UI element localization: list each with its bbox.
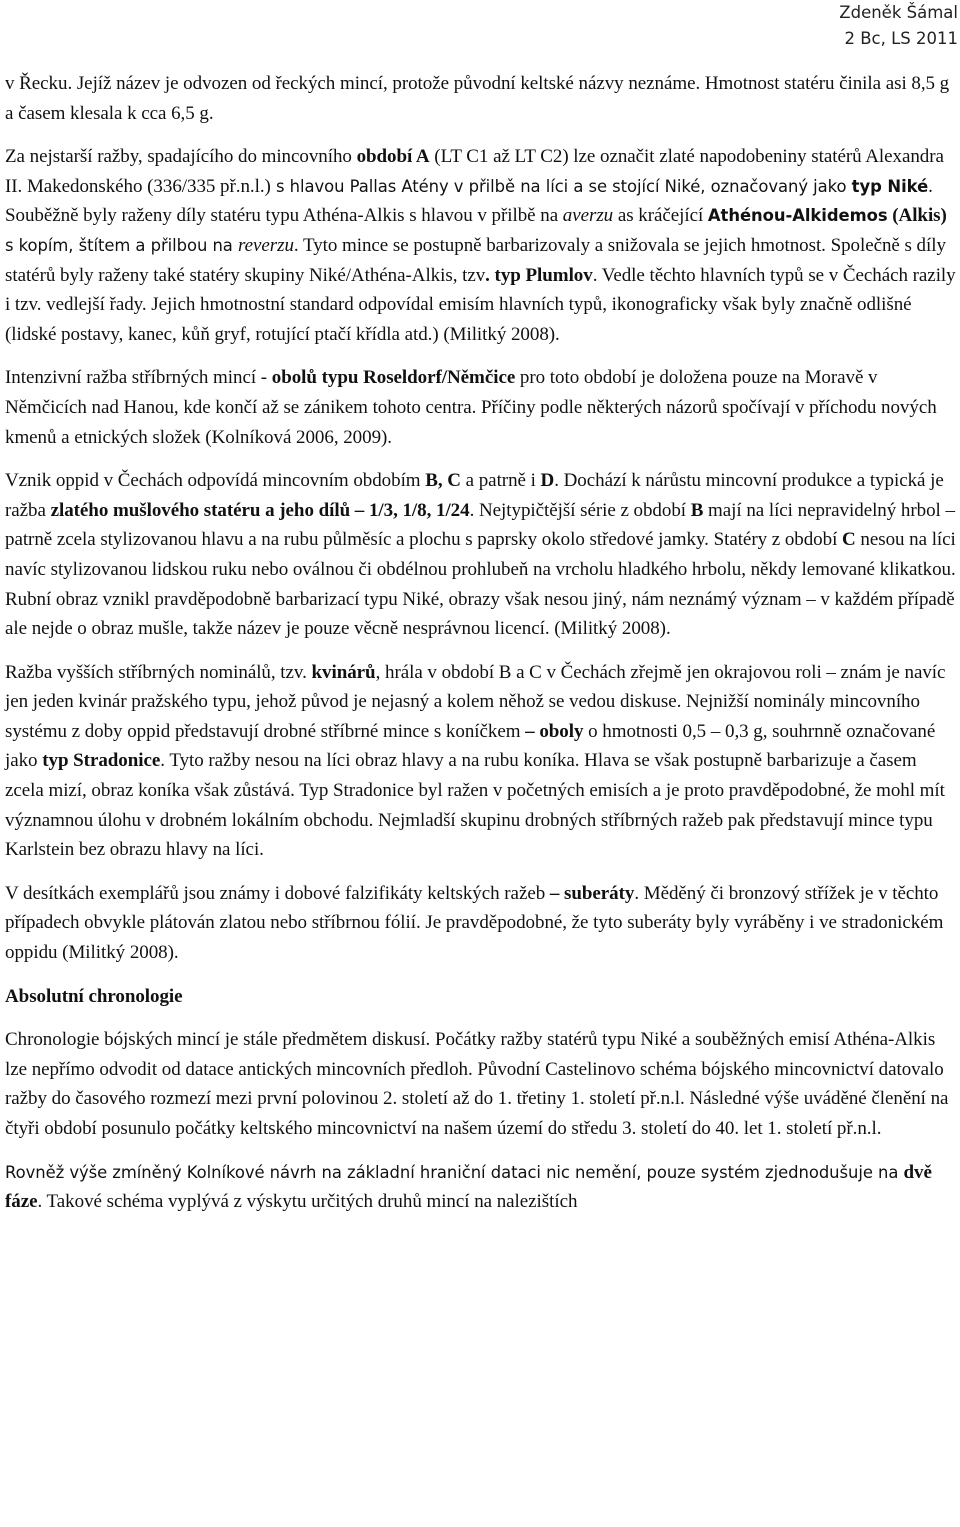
- text-run: . Takové schéma vyplývá z výskytu určitých druhů mincí na nalezištích: [37, 1191, 578, 1213]
- text-run: 0,3 g, souhrnně označované jako: [5, 720, 936, 772]
- text-run: Za nejstarší ražby, spadajícího do mincovního: [5, 146, 357, 168]
- section-heading: Absolutní chronologie: [5, 985, 183, 1007]
- text-run: s kopím, štítem a přilbou na: [5, 235, 238, 255]
- paragraph-4: [5, 466, 956, 644]
- header-author: Zdeněk Šámal: [839, 3, 958, 22]
- text-run: V desítkách exemplářů jsou známy i dobové falzifikáty keltských ražeb: [5, 882, 550, 904]
- text-run: . Vedle těchto hlavních typů se v Čechách razily i tzv. vedlejší řady. Jejich hmotnostní standard odpovídal emisím hlavních typů, ikonograficky však byly značně odlišné (lidské postavy, kanec, kůň gryf, rotující ptačí křídla atd.) (Militký 2008).: [5, 264, 956, 345]
- text-run: (LT C1 až LT C2) lze označit zlaté napodobeniny statérů Alexandra II. Makedonského (336/335 př.n.l.): [5, 146, 944, 197]
- paragraph-7: [5, 1025, 956, 1143]
- text-run: patrně zcela stylizovanou hlavu a na rubu půlměsíc a plochu s paprsky okolo středové jamky. Statéry z období: [5, 529, 843, 551]
- text-run: kvinárů: [311, 661, 376, 683]
- text-run: mají na líci nepravidelný hrbol: [703, 499, 946, 521]
- text-run: . typ Plumlov: [485, 264, 593, 286]
- text-run: Vznik oppid v Čechách odpovídá mincovním obdobím: [5, 470, 426, 492]
- header-course: 2 Bc, LS 2011: [844, 29, 958, 48]
- text-run: C: [842, 529, 856, 551]
- paragraph-3: [5, 363, 956, 452]
- text-run: pro toto období je doložena pouze na Moravě v Němčicích nad Hanou, kde končí až se zánikem tohoto centra. Příčiny podle některých názorů spočívají v příchodu nových kmenů a etnických složek (Kolníková 2006, 2009).: [5, 367, 937, 448]
- text-run: –: [826, 661, 836, 683]
- text-run: as kráčející: [613, 205, 708, 227]
- text-run: reverzu: [237, 234, 294, 256]
- text-run: . Dochází k nárůstu mincovní produkce a typická je ražba: [5, 470, 944, 521]
- text-run: zlatého mušlového statéru a jeho dílů: [50, 499, 351, 521]
- text-run: . Nejtypičtější série z období: [469, 499, 691, 521]
- text-run: období A: [356, 146, 430, 168]
- text-run: o hmotnosti 0,5: [583, 720, 711, 742]
- text-run: a patrně i: [460, 470, 541, 492]
- text-run: . Souběžně byly raženy díly statéru typu Athéna-Alkis s hlavou v přilbě na: [5, 175, 933, 227]
- paragraph-6: [5, 879, 956, 968]
- document-body: [5, 69, 956, 1231]
- text-run: . Tyto ražby nesou na líci obraz hlavy a na rubu koníka. Hlava se však postupně barbarizuje a časem zcela mizí, obraz koníka však zůstává. Typ Stradonice byl ražen v početných emisích a je proto pravděpodobné, že mohl mít významnou úlohu v drobném lokálním obchodu. Nejmladší skupinu drobných stříbrných ražeb pak představují mince typu Karlstein bez obrazu hlavy na líci.: [5, 750, 945, 861]
- text-run: . Tyto mince se postupně barbarizovaly a snižovala se jejich hmotnost. Společně s díly statérů byly raženy také statéry skupiny Niké/Athéna-Alkis, tzv: [5, 234, 946, 286]
- text-run: –: [806, 588, 816, 610]
- text-run: D: [540, 470, 555, 492]
- text-run: nesou na líci navíc stylizovanou lidskou ruku nebo oválnou či obdélnou prohlubeň na vrcholu hladkého hrbolu, někdy lemované klikatkou. Rubní obraz vznikl pravděpodobně barbarizací typu Niké, obrazy však nesou jiný, nám neznámý význam: [5, 529, 956, 610]
- text-run: (Alkis): [892, 205, 947, 227]
- text-run: znám je navíc jen jeden kvinár pražského typu, jehož původ je nejasný a kolem něhož se vedou diskuse. Nejnižší nominály mincovního systému z doby oppid představují drobné stříbrné mince s koníčkem: [5, 661, 946, 742]
- text-run: obolů typu Roseldorf/Němčice: [271, 367, 516, 389]
- text-run: –: [710, 720, 721, 742]
- text-run: typ Niké: [851, 176, 929, 196]
- text-run: B, C: [425, 470, 461, 492]
- text-run: Ražba vyšších stříbrných nominálů, tzv.: [5, 661, 312, 683]
- text-run: v Řecku. Jejíž název je odvozen od řeckých mincí, protože původní keltské názvy neznáme. Hmotnost statéru činila asi 8,5 g a časem klesala k cca 6,5 g.: [5, 73, 950, 124]
- text-run: v každém případě ale nejde o obraz mušle, takže název je pouze věcně nesprávnou licencí. (Militký 2008).: [5, 588, 955, 640]
- paragraph-8: [5, 1158, 956, 1217]
- text-run: averzu: [562, 205, 614, 227]
- text-run: –: [945, 499, 955, 521]
- text-run: Intenzivní ražba stříbrných mincí -: [5, 367, 272, 389]
- text-run: s hlavou Pallas Atény v přilbě na líci a se stojící Niké, označovaný jako: [270, 176, 852, 196]
- paragraph-1: [5, 69, 956, 128]
- paragraph-5: [5, 658, 956, 865]
- page-header: [839, 0, 958, 52]
- text-run: B: [690, 499, 704, 521]
- text-run: – obolу: [525, 720, 584, 742]
- text-run: – 1/3, 1/8, 1/24: [354, 499, 470, 521]
- text-run: typ Stradonice: [42, 750, 161, 772]
- text-run: Athénou-Alkidemos: [707, 206, 888, 226]
- text-run: . Měděný či bronzový střížek je v těchto případech obvykle plátován zlatou nebo stříbrnou fólií. Je pravděpodobné, že tyto suberáty byly vyráběny i ve stradonickém oppidu (Militký 2008).: [5, 882, 944, 964]
- text-run: Chronologie bójských mincí je stále předmětem diskusí. Počátky ražby statérů typu Niké a souběžných emisí Athéna-Alkis lze nepřímo odvodit od datace antických mincovních předloh. Původní Castelinovo schéma bójského mincovnictví datovalo ražby do časového rozmezí mezi první polovinou 2. století až do 1. třetiny 1. století př.n.l. Následné výše uváděné členění na čtyři období posunulo počátky keltského mincovnictví na našem území do středu 3. století do 40. let 1. století př.n.l.: [5, 1029, 949, 1139]
- text-run: Rovněž výše zmíněný Kolníkové návrh na základní hraniční dataci nic nemění, pouze systém zjednodušuje na: [5, 1162, 904, 1182]
- text-run: – suberáty: [549, 882, 635, 904]
- paragraph-2: [5, 142, 956, 349]
- text-run: , hrála v období B a C v Čechách zřejmě jen okrajovou roli: [375, 661, 827, 683]
- text-run: dvě fáze: [5, 1161, 932, 1213]
